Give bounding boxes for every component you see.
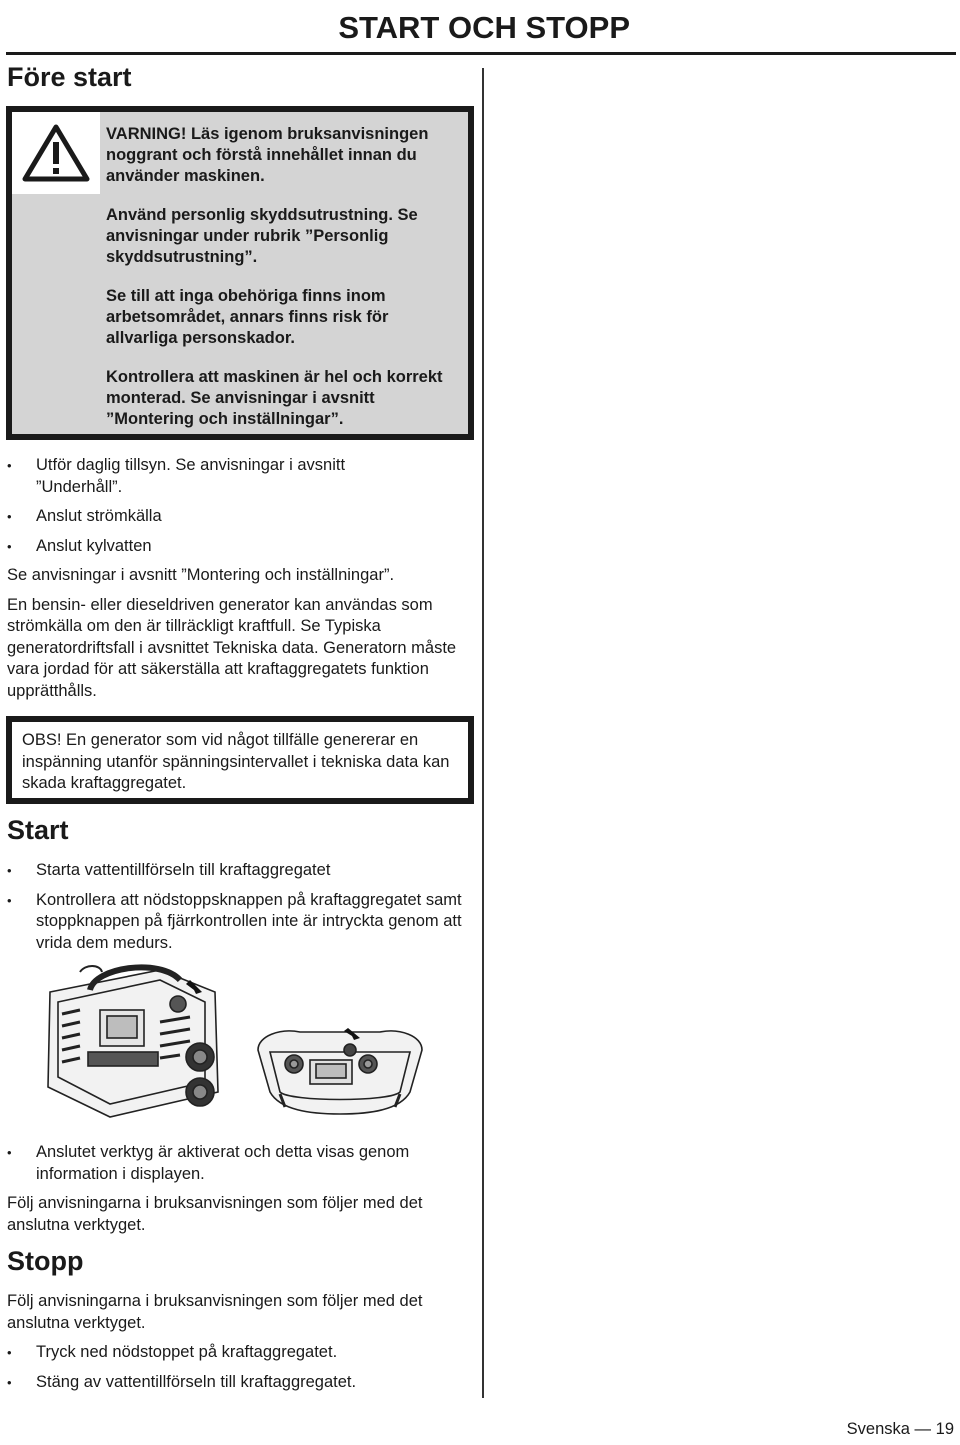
list-item: • Anslut strömkälla [7,506,469,528]
heading-start: Start [7,815,69,845]
start-body-2 [7,1142,469,1244]
warning-text [106,124,456,448]
page-header-title: START OCH STOPP [338,10,630,45]
paragraph: En bensin- eller dieseldriven generator kan användas som strömkälla om den är tillräckligt kraftfull. Se Typiska generatordriftsfall i avsnittet Tekniska data. Generatorn måste vara jordad för att säkerställa att kraftaggregatets funktion upprätthålls. [7,595,457,700]
list-item: • Starta vattentillförseln till kraftaggregatet [7,860,469,882]
footer-language: Svenska [846,1420,910,1438]
footer-dash: — [914,1420,932,1438]
paragraph: Se anvisningar i avsnitt ”Montering och inställningar”. [7,566,395,584]
list-item: • Anslut kylvatten [7,536,469,558]
warning-line: Kontrollera att maskinen är hel och korrekt monterad. Se anvisningar i avsnitt ”Montering och inställningar”. [106,368,443,428]
warning-box [6,106,474,440]
page-footer [847,1420,954,1439]
warning-line: VARNING! Läs igenom bruksanvisningen noggrant och förstå innehållet innan du använder maskinen. [106,125,429,185]
warning-triangle-icon [22,124,90,182]
paragraph: Följ anvisningarna i bruksanvisningen som följer med det anslutna verktyget. [7,1194,423,1234]
before-start-body [7,455,469,710]
column-divider [482,68,484,1398]
list-item: • Anslutet verktyg är aktiverat och detta visas genom information i displayen. [7,1142,469,1185]
list-item: • Utför daglig tillsyn. Se anvisningar i avsnitt ”Underhåll”. [7,455,469,498]
note-text: OBS! En generator som vid något tillfälle genererar en inspänning utanför spänningsintervallet i tekniska data kan skada kraftaggregatet. [22,731,450,792]
warning-icon-cell [12,112,100,194]
heading-before-start: Före start [7,62,132,92]
heading-stop: Stopp [7,1246,84,1276]
remote-control-illustration [250,1022,430,1120]
header-rule [6,52,956,55]
list-item: • Stäng av vattentillförseln till kraftaggregatet. [7,1372,469,1394]
stop-body [7,1291,469,1401]
list-item: • Kontrollera att nödstoppsknappen på kraftaggregatet samt stoppknappen på fjärrkontrollen inte är intryckta genom att vrida dem medurs. [7,890,469,955]
warning-line: Använd personlig skyddsutrustning. Se anvisningar under rubrik ”Personlig skyddsutrustning”. [106,206,418,266]
list-item: • Tryck ned nödstoppet på kraftaggregatet. [7,1342,469,1364]
page-number: 19 [935,1420,954,1438]
paragraph: Följ anvisningarna i bruksanvisningen som följer med det anslutna verktyget. [7,1292,423,1332]
warning-line: Se till att inga obehöriga finns inom arbetsområdet, annars finns risk för allvarliga personskador. [106,287,389,347]
start-body [7,860,469,962]
note-box [6,716,474,804]
power-unit-illustration [40,962,245,1122]
